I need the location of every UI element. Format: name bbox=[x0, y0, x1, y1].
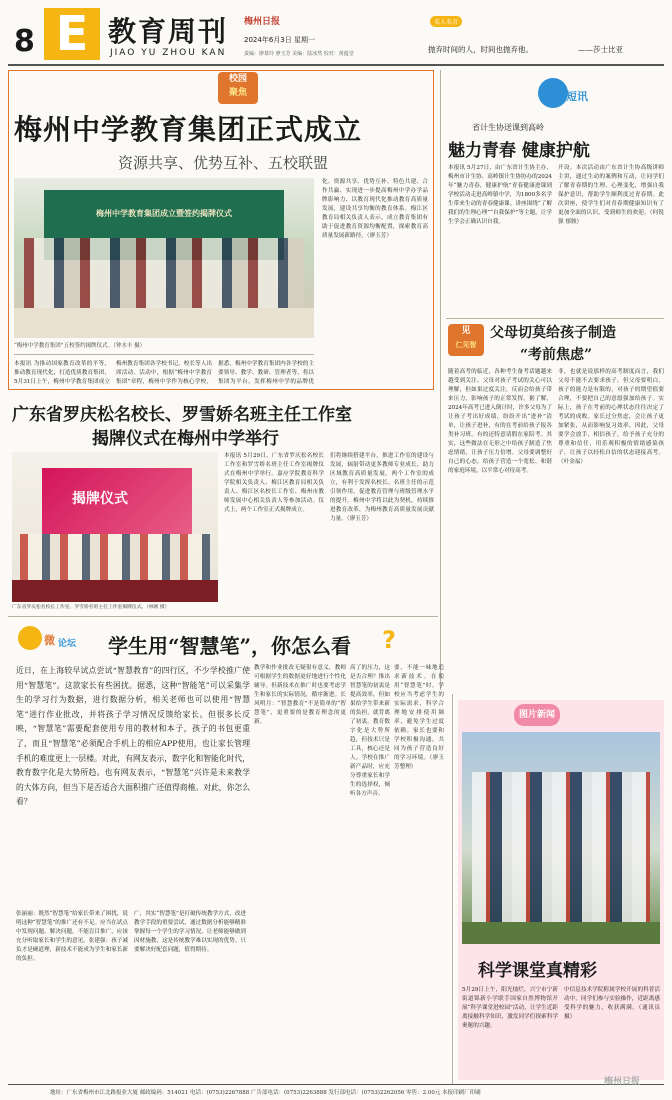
forum-col4: 高了的压力，这是否合理？推出智慧笔的初衷是提高效率，但如果给学生带来新的负担，就背离了初衷。教育数字化是大势所趋，但技术只是工具，核心还是人。学校在推广新产品时，应充分尊重家长和学生的选择权，倾听各方声音。 bbox=[350, 665, 390, 797]
lead-body-col1: 本报讯 为推动国家教育改革的平等，推动教育现代化，打造优质教育集团，5月31日上午，梅州中学教育集团成立 bbox=[14, 361, 110, 385]
quote-label: 名人名言 bbox=[430, 16, 462, 27]
lead-tag-line2: 聚焦 bbox=[228, 88, 247, 98]
lead-tag-line1: 校园 bbox=[228, 74, 247, 84]
health-headline: 魅力青春 健康护航 bbox=[448, 141, 590, 161]
second-photo-people bbox=[20, 534, 210, 580]
forum-icon bbox=[18, 626, 42, 650]
lead-photo bbox=[14, 178, 314, 338]
masthead-rule bbox=[8, 64, 664, 66]
lead-photo-banner: 梅州中学教育集团成立暨签约揭牌仪式 bbox=[96, 208, 232, 218]
second-body-col1: 本报讯 5月29日，广东省罗庆松名校长工作室和罗雪娇名班主任工作室揭牌仪式在梅州中学举行。嘉应学院教育科学学院相关负责人、梅江区教育局相关负责人、梅江区名校长工作室、梅州市教师发展中心相关负责人等参加活动。仪式上，两个工作室正式揭牌成立。 bbox=[224, 453, 324, 513]
forum-tag-1: 微 bbox=[44, 634, 55, 647]
forum-headline: 学生用“智慧笔”，你怎么看 bbox=[108, 634, 352, 658]
forum-col5: 要，不能一味地追求新技术。在使用“智慧笔”时，学校应当考虑学生的实际需求，科学合理地安排使用频率，避免学生过度依赖。家长也要和学校积极沟通，共同为孩子营造良好的学习环境。（廖玉芳整理） bbox=[394, 665, 444, 770]
science-photo bbox=[462, 732, 660, 944]
footer-watermark: 梅州日报 bbox=[604, 1077, 641, 1087]
lead-body-col3b bbox=[322, 360, 428, 387]
second-body-col2: 们将继续搭建平台，推进工作室的建设与发展，辐射带动更多教师专业成长，助力区域教育高质量发展。两个工作室的成立，有利于发挥名校长、名班主任的示范引领作用，促进教育管理与班级管理水平的提升。梅州中学将以此为契机，持续推进教育改革，为梅州教育高质量发展贡献力量。（廖玉芳） bbox=[330, 453, 434, 522]
science-caption-left: 5月29日上午，阳光灿烂，兴宁市宁新街道锦新小学联手国家自然博物馆开展“科学课堂进校园”活动，让学生近距离接触科学知识，激发同学们探索科学奥秘的兴趣。 bbox=[462, 987, 558, 1029]
editors: 责编：廖慕玲 廖玉芳 美编：陆冰然 校对：黄蕴堂 bbox=[244, 51, 354, 57]
forum-tag-2: 论坛 bbox=[58, 639, 77, 649]
science-caption-right: 中信息技术学院附属学校开展的科普活动中，同学们参与实验操作，近距离感受科学的魅力，收获满满。（通讯员 摄） bbox=[564, 987, 660, 1020]
lead-tag bbox=[218, 72, 258, 104]
lead-photo-table bbox=[14, 308, 314, 338]
opinion-headline-1: 父母切莫给孩子制造 bbox=[490, 325, 616, 341]
page-number: 8 bbox=[14, 24, 35, 59]
logo-e bbox=[44, 8, 100, 60]
footer-address: 地址：广东省梅州市江北路报业大厦 邮政编码：514021 电话：(0753)2267888 广告部电话：(0753)2263888 发行部电话：(0753)2262056 零售：2.00元 本报印刷厂印刷 bbox=[50, 1090, 481, 1096]
lead-photo-people bbox=[24, 238, 304, 308]
forum-col1: 张丽丽：既然“智慧笔”给家长带来了困扰，说明这种“智慧笔”的推广还有不足。应当在试点中发现问题、解决问题，不能盲目推广，应该充分听取家长和学生的意见。张建强：孩子减负才是硬道理，新技术不能成为学生和家长新的负担。 bbox=[16, 911, 128, 962]
masthead bbox=[0, 0, 672, 64]
opinion-col2: 非，也就是说那样的高考制度而言，我们父母不能不去要求孩子。但父母要明白，孩子的能力是有限的，对孩子的期望值要合理，不要把自己的意愿强加给孩子。实际上，孩子在考前的心理状态往往决定了考试的成败。家长过分焦虑，会让孩子更加紧张，从而影响复习效率。因此，父母要学会放手，相信孩子，给予孩子充分的尊重和信任，用乐观积极的情绪感染孩子，让孩子以轻松自信的状态迎接高考。（叶金福） bbox=[558, 369, 664, 465]
opinion-tag bbox=[448, 324, 484, 356]
second-photo-screen-text: 揭牌仪式 bbox=[72, 491, 128, 507]
lead-subheadline: 资源共享、优势互补、五校联盟 bbox=[118, 154, 329, 172]
science-photo-ground bbox=[462, 922, 660, 944]
health-tag: 短讯 bbox=[566, 90, 588, 103]
logo-letter: E bbox=[55, 6, 89, 62]
opinion-col1: 随着高考的临近，各种考生备考话题越来越受到关注。父母对孩子考试的关心可以理解，但如果过度关注，反而会给孩子带来压力，影响孩子的正常发挥。据了解，2024年高考已进入倒计时，许多父母为了让孩子考出好成绩，纷纷开出“进补”清单，让孩子进补，有的在考前给孩子报各类补习班，有的还特意请假在家陪考。其实，这些做法在无形之中给孩子制造了焦虑情绪，让孩子压力倍增。父母要调整好自己的心态，给孩子营造一个宽松、和谐的家庭环境，以平常心对待高考。 bbox=[448, 369, 552, 474]
section-pinyin: JIAO YU ZHOU KAN bbox=[110, 48, 227, 58]
second-headline-2: 揭牌仪式在梅州中学举行 bbox=[92, 429, 279, 449]
second-photo-floor bbox=[12, 580, 218, 602]
health-icon bbox=[538, 78, 568, 108]
health-kicker: 省计生协送课到高岭 bbox=[472, 123, 544, 132]
section-title: 教育周刊 bbox=[108, 15, 229, 48]
second-photo-caption: 广东省罗庆松名校长工作室、罗雪娇名班主任工作室揭牌仪式。（林刚 摄） bbox=[12, 605, 170, 610]
opinion-headline-2: “考前焦虑” bbox=[520, 347, 593, 363]
lead-body-col2: 梅州教育集团各学校书记、校长等人出席活动。活动中，根据“梅州中学教育集团”章程，梅州中学作为核心学校， bbox=[116, 361, 212, 385]
second-headline-1: 广东省罗庆松名校长、罗雪娇名班主任工作室 bbox=[12, 405, 352, 425]
health-body-right: 开设。本次活动由广东省计生协高级讲师主讲，通过生动的案例和互动，让同学们了解青春期的生理、心理变化，增强自我保护意识，帮助学生顺利度过青春期。此次讲座，使学生们对青春期健康知识有了更加全面的认识，受到师生的欢迎。（何锐强 郁骏） bbox=[558, 165, 664, 225]
lead-photo-caption: “梅州中学教育集团”五校签约揭牌仪式。（钟水丰 摄） bbox=[14, 343, 146, 349]
opinion-tag-line1: 见 bbox=[461, 326, 471, 336]
quote-text: 抛弃时间的人，时间也抛弃他。 bbox=[428, 45, 533, 54]
science-tag-line1: 图片 bbox=[518, 710, 537, 720]
lead-body-col4: 化、资源共享、优势互补、特色共建、合作共赢、实现进一步提高梅州中学办学品牌影响力、以教育现代化推动教育高质量发展，建设共享均衡的教育体系。梅江区教育局相关负责人表示，成立教育集团有助于促进教育资源均衡配置，探索教育高质量发展新路径。（廖玉芳） bbox=[322, 179, 428, 239]
opinion-tag-line2: 仁见智 bbox=[455, 341, 477, 349]
lead-body-col3: 据悉，梅州中学教育集团内各学校的主要领导、教学、教研、管理者等，将以集团为平台，发挥梅州中学的品牌优 bbox=[218, 361, 314, 385]
paper-name: 梅州日报 bbox=[244, 17, 281, 27]
science-tag bbox=[514, 704, 560, 726]
issue-date: 2024年6月3日 星期一 bbox=[244, 36, 315, 44]
science-headline: 科学课堂真精彩 bbox=[478, 961, 597, 981]
lead-headline: 梅州中学教育集团正式成立 bbox=[14, 113, 363, 146]
science-tag-line2: 新闻 bbox=[537, 710, 556, 720]
second-photo bbox=[12, 452, 218, 602]
forum-col3: 教学和作业批改无疑很有意义，教师可根据学生的数据更好地进行个性化辅导。但新技术在推广时也要考虑学生和家长的实际情况，循序渐进。长风明月：“智慧教育”不是简单的“智慧笔”，更重要的是教育理念的更新。 bbox=[254, 665, 346, 725]
quote-author: ——莎士比亚 bbox=[578, 45, 623, 54]
science-photo-students bbox=[472, 772, 650, 922]
forum-intro: 近日，在上海较早试点尝试“智慧教育”的四行区，不少学校推广使用“智慧笔”。这款家长有些困扰。据悉，这种“智能笔”可以采集学生的学习行为数据，进行数据分析，相关老师也可以使用“智慧笔”进行作业批改，并将孩子学习情况反馈给家长。但很多长反映，“智慧笔”需要配套使用专用的教材和本子，孩子的书包更重了，而且“智慧笔”必须配合手机上的相应APP使用，也让家长管理手机的难度更上一层楼。对此，有网友表示，数字化和智能化时代，教育数字化是大势所趋。也有网友表示，“智慧笔”兴许是未来教学的大体方向，但当下是否适合大面积推广还值得商榷。对此，你怎么看？ bbox=[16, 666, 250, 807]
forum-question-icon: ? bbox=[382, 626, 396, 654]
health-body-left: 本报讯 5月27日，由广东省计生协主办，梅州市计生协、高岭镇计生协协办的2024年“魅力青春，健康护航”青春健康进课到学校活动走进高岭镇中学，为1800多名学生带来生动的青春健康课。讲座围绕“了解我们的生理心理”“自我保护”等主题，让学生学会正确认识自我。 bbox=[448, 165, 552, 225]
forum-col2: 广，其实“智慧笔”是打破传统教学方式，改进教学手段的重要尝试，通过数据分析能够精准掌握每一个学生的学习情况，让老师能够做到因材施教，这是传统教学难以实现的优势。只要解决好配套问题，值得期待。 bbox=[134, 911, 246, 953]
